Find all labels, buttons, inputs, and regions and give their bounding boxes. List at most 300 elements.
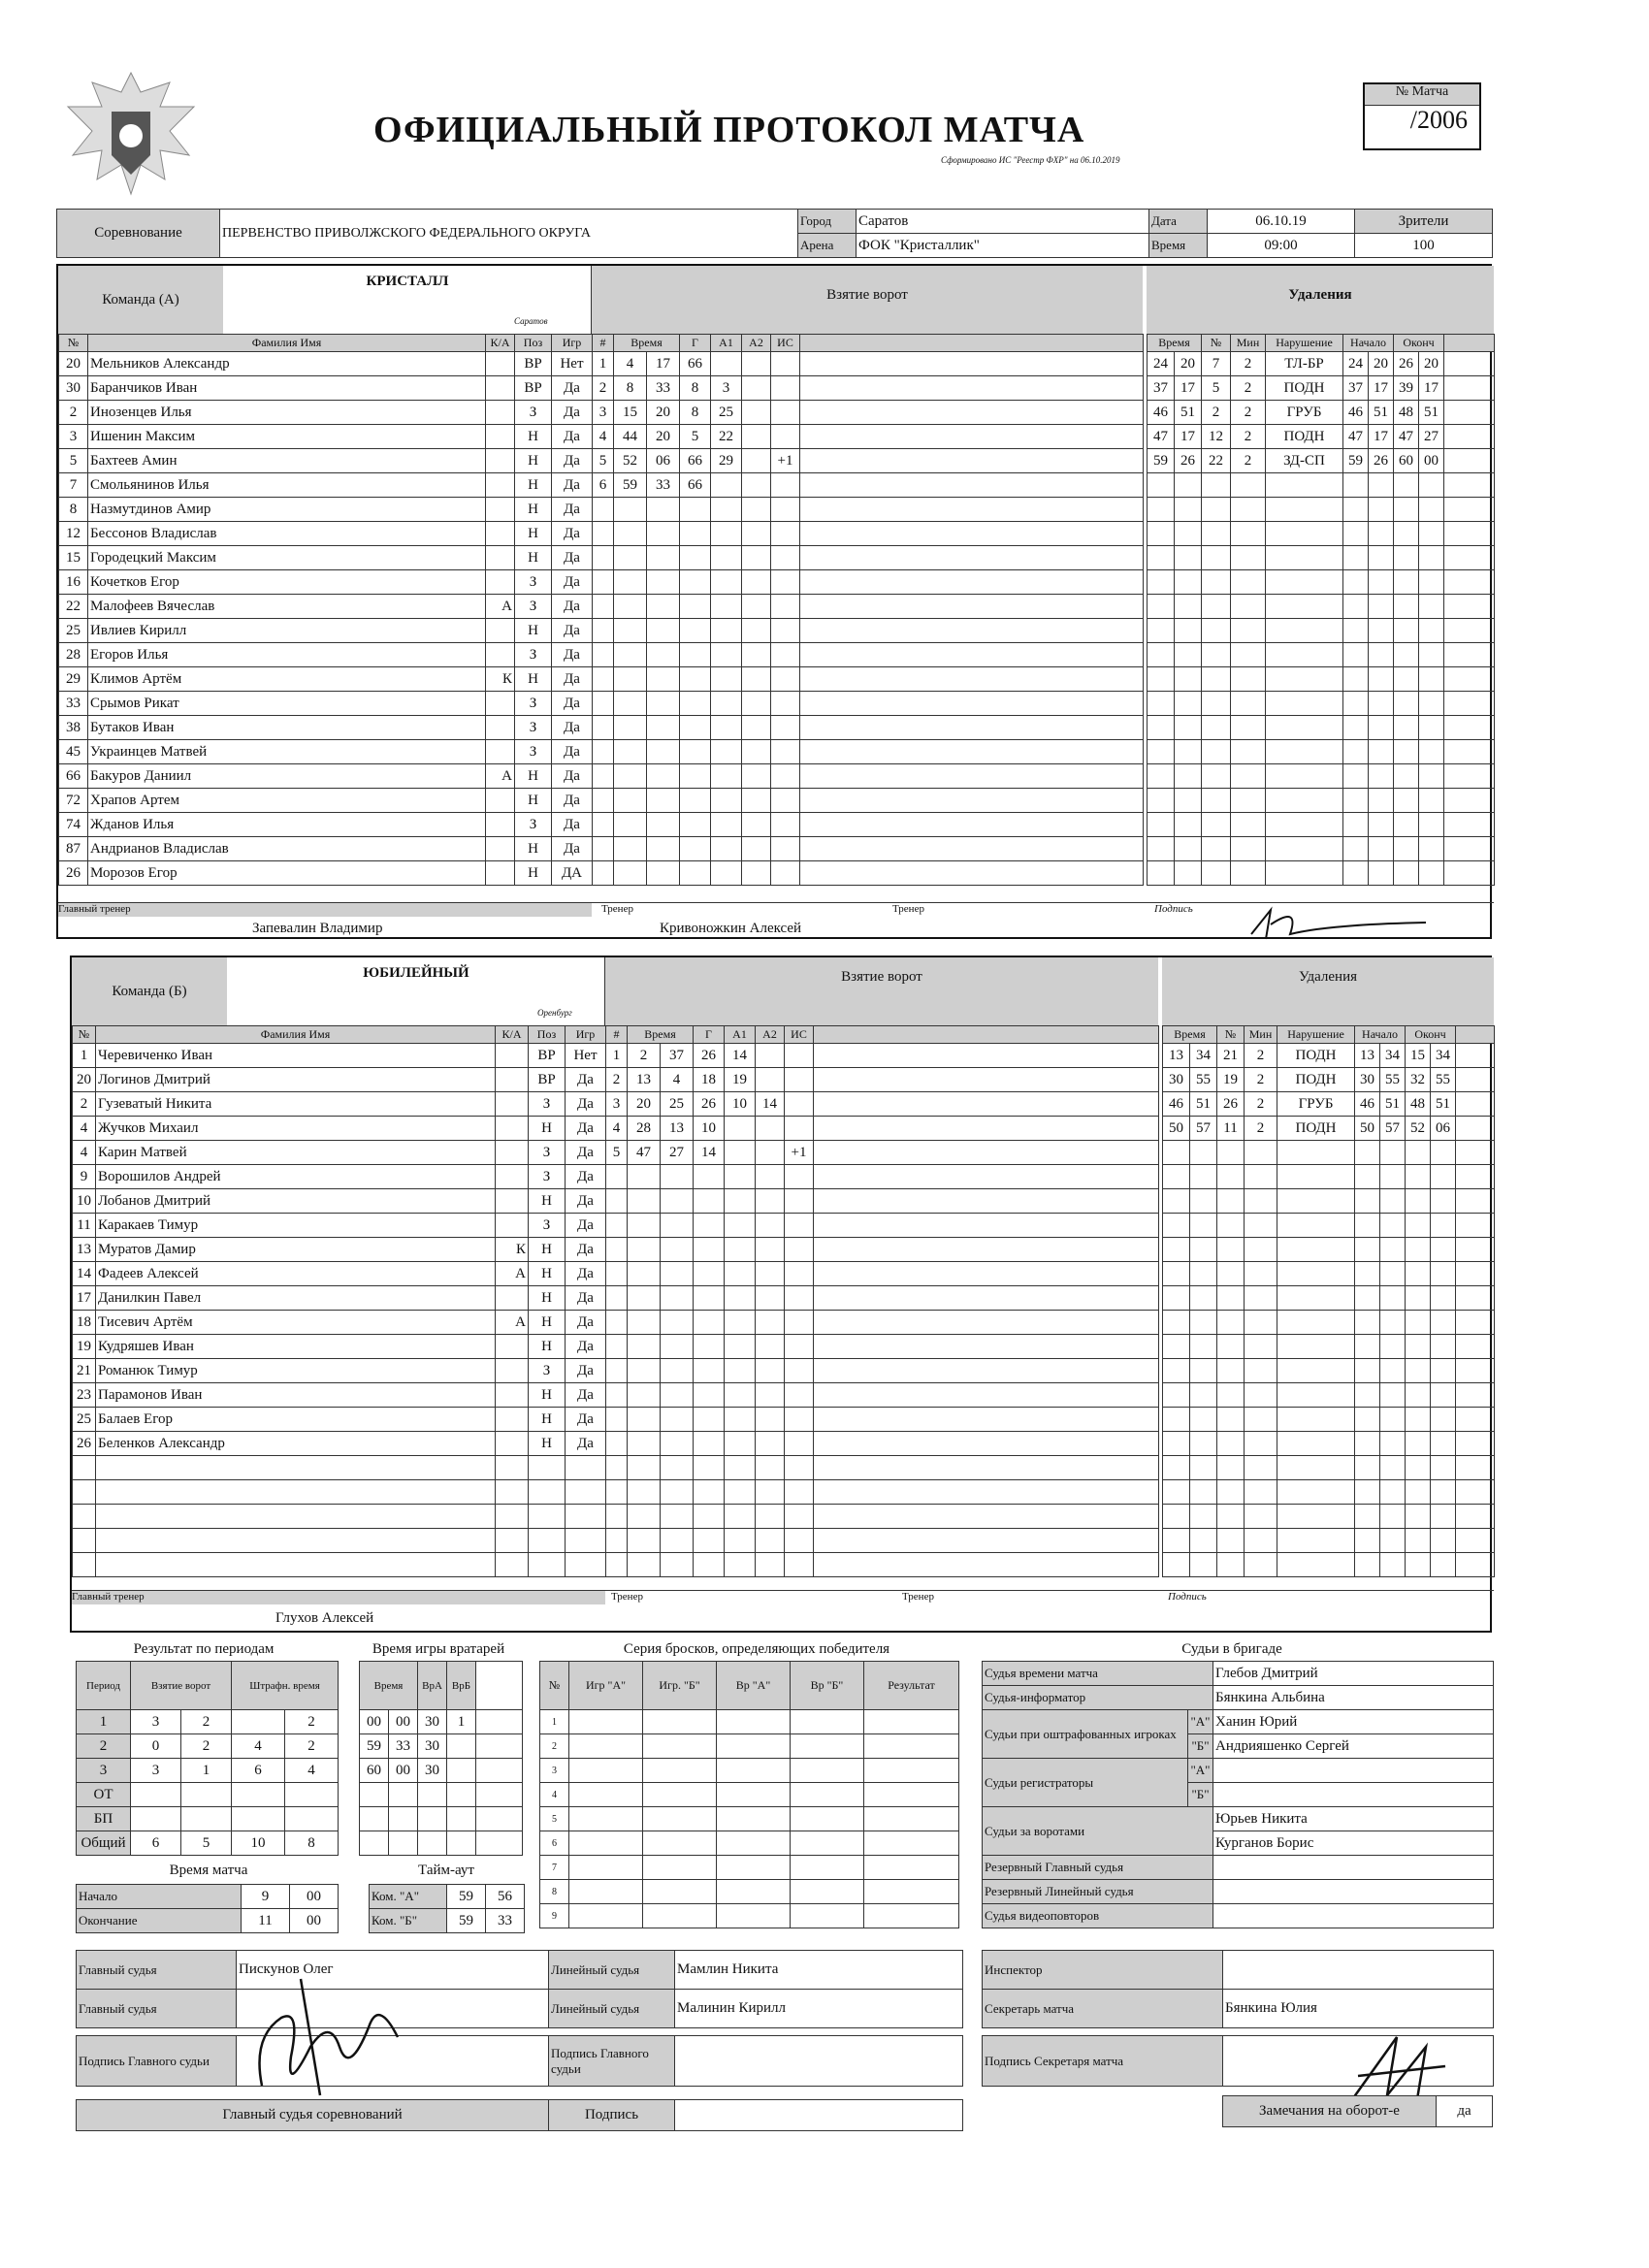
goal-b-cell — [694, 1311, 725, 1335]
pen-b-cell — [1456, 1262, 1495, 1286]
shootout-cell: 5 — [540, 1807, 569, 1831]
roster-a-cell: Н — [515, 789, 552, 813]
table-row — [606, 1141, 1159, 1165]
goal-b-cell: 14 — [694, 1141, 725, 1165]
goal-b-cell — [628, 1480, 661, 1505]
header-cell: А2 — [756, 1026, 785, 1044]
pen-b-cell — [1277, 1214, 1355, 1238]
header-cell: "Б" — [1188, 1734, 1213, 1759]
roster-b-cell — [529, 1553, 566, 1577]
pen-b-cell — [1431, 1189, 1456, 1214]
goal-b-cell — [725, 1214, 756, 1238]
table-row — [606, 1408, 1159, 1432]
pen-a-cell: 7 — [1202, 352, 1231, 376]
roster-b-cell: А — [496, 1311, 529, 1335]
pen-b-cell — [1355, 1408, 1380, 1432]
pen-b-cell — [1406, 1432, 1431, 1456]
shootout-header: Игр. "Б" — [643, 1662, 717, 1710]
pen-b-cell — [1277, 1505, 1355, 1529]
goal-b-cell — [814, 1553, 1159, 1577]
period-cell — [232, 1710, 285, 1734]
table-row — [73, 1214, 606, 1238]
goal-b-cell — [606, 1311, 628, 1335]
pen-b-cell — [1277, 1553, 1355, 1577]
pen-b-cell — [1431, 1286, 1456, 1311]
pen-b-cell — [1190, 1456, 1217, 1480]
pen-a-cell — [1202, 740, 1231, 764]
goal-a-cell — [771, 837, 800, 861]
roster-a-cell: 12 — [59, 522, 88, 546]
roster-a-cell — [486, 498, 515, 522]
gk-cell — [447, 1831, 476, 1856]
goal-a-cell — [593, 764, 614, 789]
pen-a-cell — [1148, 546, 1175, 570]
shootout-cell — [791, 1734, 864, 1759]
pen-a-cell — [1444, 570, 1495, 595]
shootout-cell — [569, 1856, 643, 1880]
table-row — [77, 1807, 339, 1831]
roster-b-cell: Н — [529, 1432, 566, 1456]
shootout-table — [539, 1661, 959, 1928]
pen-a-cell — [1369, 473, 1394, 498]
pen-a-cell — [1369, 522, 1394, 546]
goal-b-cell — [628, 1529, 661, 1553]
goal-b-cell — [661, 1335, 694, 1359]
goal-b-cell — [785, 1311, 814, 1335]
shootout-cell — [717, 1856, 791, 1880]
roster-a-cell: Андрианов Владислав — [88, 837, 486, 861]
pen-a-cell — [1175, 716, 1202, 740]
goal-b-cell — [606, 1553, 628, 1577]
goal-a-cell — [800, 595, 1144, 619]
goal-b-cell — [756, 1068, 785, 1092]
table-row — [606, 1044, 1159, 1068]
roster-a-cell: Н — [515, 837, 552, 861]
pen-b-cell: 21 — [1217, 1044, 1245, 1068]
pen-a-cell: 59 — [1343, 449, 1369, 473]
period-cell: 1 — [77, 1710, 131, 1734]
shootout-cell — [569, 1904, 643, 1928]
pen-b-cell — [1245, 1480, 1277, 1505]
shootout-cell — [643, 1710, 717, 1734]
pen-b-cell — [1380, 1456, 1406, 1480]
goal-b-cell — [661, 1238, 694, 1262]
table-row — [73, 1092, 606, 1117]
table-row — [540, 1831, 959, 1856]
pen-a-cell — [1343, 570, 1369, 595]
goal-a-cell — [711, 813, 742, 837]
pen-a-cell — [1343, 692, 1369, 716]
pen-a-cell — [1419, 595, 1444, 619]
roster-b-cell: Да — [566, 1214, 606, 1238]
header-cell: Главный судья соревнований — [77, 2100, 549, 2131]
roster-a-cell: Морозов Егор — [88, 861, 486, 886]
shootout-cell — [643, 1807, 717, 1831]
pen-a-cell — [1231, 595, 1266, 619]
pen-a-cell — [1343, 861, 1369, 886]
pen-a-cell: 37 — [1148, 376, 1175, 401]
pen-a-cell — [1444, 522, 1495, 546]
roster-b-cell — [496, 1165, 529, 1189]
period-cell — [285, 1783, 339, 1807]
table-row — [593, 692, 1144, 716]
table-row — [59, 643, 593, 667]
roster-a-cell — [486, 692, 515, 716]
shootout-header: Вр "А" — [717, 1662, 791, 1710]
pen-b-cell — [1190, 1529, 1217, 1553]
goal-a-cell — [614, 619, 647, 643]
pen-b-cell — [1380, 1189, 1406, 1214]
pen-b-cell — [1277, 1311, 1355, 1335]
pen-b-cell: 57 — [1190, 1117, 1217, 1141]
gk-cell: 59 — [360, 1734, 389, 1759]
bottom-chief-table — [76, 2099, 963, 2131]
shootout-cell — [864, 1710, 959, 1734]
roster-b-cell — [496, 1117, 529, 1141]
table-row — [540, 1880, 959, 1904]
table-row — [1148, 498, 1495, 522]
goal-b-cell — [628, 1505, 661, 1529]
pen-a-cell — [1394, 595, 1419, 619]
pen-b-cell — [1355, 1359, 1380, 1383]
pen-b-cell: ПОДН — [1277, 1117, 1355, 1141]
goal-b-cell — [606, 1505, 628, 1529]
goal-b-cell — [725, 1311, 756, 1335]
pen-b-cell — [1431, 1214, 1456, 1238]
pen-b-cell: 30 — [1163, 1068, 1190, 1092]
pen-a-cell — [1343, 595, 1369, 619]
table-row — [59, 376, 593, 401]
table-row — [540, 1807, 959, 1831]
goal-a-cell: 8 — [680, 376, 711, 401]
team-a-label: Команда (А) — [58, 266, 223, 334]
roster-b-cell: Да — [566, 1335, 606, 1359]
shootout-cell — [791, 1856, 864, 1880]
pen-a-cell — [1231, 789, 1266, 813]
roster-a-cell — [486, 570, 515, 595]
goal-b-cell — [785, 1214, 814, 1238]
table-row — [1163, 1553, 1495, 1577]
goal-a-cell: 33 — [647, 473, 680, 498]
goal-a-cell — [800, 498, 1144, 522]
period-cell: Общий — [77, 1831, 131, 1856]
header-cell: "Б" — [1188, 1783, 1213, 1807]
pen-b-cell — [1245, 1383, 1277, 1408]
pen-b-cell — [1163, 1383, 1190, 1408]
goal-b-cell — [785, 1117, 814, 1141]
goal-b-cell — [785, 1068, 814, 1092]
pen-a-cell — [1444, 837, 1495, 861]
table-row — [1148, 619, 1495, 643]
roster-a-cell: Жданов Илья — [88, 813, 486, 837]
pen-a-cell: 51 — [1175, 401, 1202, 425]
table-row — [360, 1710, 523, 1734]
roster-b-cell: 19 — [73, 1335, 96, 1359]
pen-b-cell: 34 — [1431, 1044, 1456, 1068]
pen-b-cell: ПОДН — [1277, 1044, 1355, 1068]
table-row — [73, 1117, 606, 1141]
pen-b-cell — [1163, 1141, 1190, 1165]
pen-a-cell — [1175, 595, 1202, 619]
pen-b-cell — [1245, 1505, 1277, 1529]
roster-a-cell: 26 — [59, 861, 88, 886]
pen-a-cell — [1444, 425, 1495, 449]
header-cell: 59 — [447, 1885, 486, 1909]
header-cell: Линейный судья — [549, 1990, 675, 2028]
team-a-signature-icon — [1242, 905, 1436, 942]
goal-b-cell — [725, 1383, 756, 1408]
header-cell: Судьи при оштрафованных игроках — [983, 1710, 1188, 1759]
pen-a-cell — [1202, 813, 1231, 837]
gk-cell — [447, 1807, 476, 1831]
pen-a-cell — [1419, 522, 1444, 546]
pen-b-cell — [1190, 1335, 1217, 1359]
goal-b-cell — [628, 1553, 661, 1577]
goal-b-cell — [725, 1286, 756, 1311]
table-row — [1148, 449, 1495, 473]
pen-b-cell — [1245, 1238, 1277, 1262]
roster-b-cell: 23 — [73, 1383, 96, 1408]
goal-a-cell: 29 — [711, 449, 742, 473]
pen-a-cell — [1266, 764, 1343, 789]
emblem-icon — [53, 63, 209, 209]
goal-b-cell — [756, 1165, 785, 1189]
pen-b-cell — [1456, 1505, 1495, 1529]
gk-cell — [389, 1807, 418, 1831]
pen-b-cell: 51 — [1431, 1092, 1456, 1117]
pen-a-cell: 27 — [1419, 425, 1444, 449]
goal-b-cell — [814, 1238, 1159, 1262]
table-row — [593, 619, 1144, 643]
header-cell: Малинин Кирилл — [675, 1990, 963, 2028]
pen-a-cell: 22 — [1202, 449, 1231, 473]
goal-a-cell — [771, 498, 800, 522]
pen-a-cell — [1175, 619, 1202, 643]
goal-b-cell — [606, 1432, 628, 1456]
header-cell: # — [593, 335, 614, 352]
goal-a-cell — [800, 376, 1144, 401]
goal-a-cell — [680, 813, 711, 837]
gk-cell: 33 — [389, 1734, 418, 1759]
pen-b-cell — [1217, 1480, 1245, 1505]
goal-a-cell: 33 — [647, 376, 680, 401]
table-row — [1148, 667, 1495, 692]
gk-cell — [360, 1831, 389, 1856]
table-row — [1163, 1068, 1495, 1092]
pen-b-cell: ПОДН — [1277, 1068, 1355, 1092]
pen-b-cell — [1217, 1432, 1245, 1456]
goal-b-cell — [628, 1189, 661, 1214]
team-a-name: КРИСТАЛЛ — [366, 274, 449, 289]
pen-a-cell — [1343, 498, 1369, 522]
pen-b-cell — [1406, 1335, 1431, 1359]
roster-b-cell: 25 — [73, 1408, 96, 1432]
pen-a-cell — [1266, 740, 1343, 764]
goal-a-cell — [647, 595, 680, 619]
pen-a-cell — [1266, 667, 1343, 692]
pen-b-cell — [1245, 1189, 1277, 1214]
goal-b-cell — [606, 1286, 628, 1311]
goal-a-cell — [800, 692, 1144, 716]
pen-a-cell — [1175, 473, 1202, 498]
shootout-header: Результат — [864, 1662, 959, 1710]
table-row — [1148, 401, 1495, 425]
table-row — [73, 1359, 606, 1383]
goal-b-cell — [756, 1335, 785, 1359]
team-a-coach-label: Главный тренер — [58, 903, 592, 917]
pen-a-cell — [1369, 643, 1394, 667]
goal-a-cell — [771, 425, 800, 449]
pen-a-cell — [1444, 473, 1495, 498]
goal-a-cell — [771, 352, 800, 376]
roster-a-cell: Ивлиев Кирилл — [88, 619, 486, 643]
pen-a-cell — [1369, 595, 1394, 619]
pen-a-cell: 59 — [1148, 449, 1175, 473]
header-cell: Период — [77, 1662, 131, 1710]
period-cell: 0 — [131, 1734, 181, 1759]
table-row — [1148, 861, 1495, 886]
pen-b-cell — [1456, 1044, 1495, 1068]
pen-b-cell — [1277, 1359, 1355, 1383]
roster-b-cell: 14 — [73, 1262, 96, 1286]
goal-b-cell — [628, 1359, 661, 1383]
team-a-section — [56, 264, 1492, 939]
roster-b-cell: Да — [566, 1408, 606, 1432]
goal-a-cell — [680, 570, 711, 595]
goal-a-cell — [647, 813, 680, 837]
pen-a-cell: 20 — [1175, 352, 1202, 376]
goal-a-cell — [614, 498, 647, 522]
roster-b-cell: З — [529, 1214, 566, 1238]
goal-b-cell — [785, 1505, 814, 1529]
goal-b-cell — [694, 1214, 725, 1238]
pen-a-cell — [1266, 813, 1343, 837]
goal-b-cell: 18 — [694, 1068, 725, 1092]
roster-b-cell: Да — [566, 1189, 606, 1214]
table-row — [606, 1456, 1159, 1480]
goal-a-cell — [593, 692, 614, 716]
header-cell: Нарушение — [1266, 335, 1343, 352]
pen-a-cell: 2 — [1231, 376, 1266, 401]
period-cell — [232, 1807, 285, 1831]
header-cell: # — [606, 1026, 628, 1044]
goal-a-cell — [593, 643, 614, 667]
header-cell: Курганов Борис — [1213, 1831, 1494, 1856]
roster-a-cell: 45 — [59, 740, 88, 764]
pen-b-cell — [1163, 1432, 1190, 1456]
goal-b-cell — [756, 1408, 785, 1432]
pen-a-cell — [1266, 522, 1343, 546]
goal-a-cell: 66 — [680, 449, 711, 473]
roster-a-cell: Кочетков Егор — [88, 570, 486, 595]
pen-b-cell — [1163, 1529, 1190, 1553]
roster-a-cell: Да — [552, 619, 593, 643]
goal-a-cell — [711, 473, 742, 498]
roster-a-cell — [486, 401, 515, 425]
pen-b-cell: 19 — [1217, 1068, 1245, 1092]
goal-a-cell — [647, 716, 680, 740]
goal-a-cell — [742, 546, 771, 570]
pen-a-cell — [1202, 595, 1231, 619]
gk-cell — [476, 1710, 523, 1734]
gk-cell: 30 — [418, 1759, 447, 1783]
goal-b-cell — [606, 1189, 628, 1214]
shootout-cell — [791, 1831, 864, 1856]
pen-b-cell — [1245, 1408, 1277, 1432]
goal-a-cell — [593, 595, 614, 619]
goal-a-cell — [614, 595, 647, 619]
pen-a-cell — [1266, 716, 1343, 740]
table-row — [1163, 1408, 1495, 1432]
pen-a-cell — [1343, 522, 1369, 546]
roster-b-cell — [496, 1141, 529, 1165]
header-cell: № — [1217, 1026, 1245, 1044]
roster-a-cell: 38 — [59, 716, 88, 740]
gk-cell — [389, 1831, 418, 1856]
goal-a-cell — [614, 813, 647, 837]
roster-b-cell: 26 — [73, 1432, 96, 1456]
header-cell: Судья видеоповторов — [983, 1904, 1213, 1928]
pen-a-cell — [1231, 764, 1266, 789]
gk-cell — [389, 1783, 418, 1807]
goal-a-cell — [711, 619, 742, 643]
roster-b-cell: Н — [529, 1335, 566, 1359]
roster-a-cell: Н — [515, 861, 552, 886]
pen-b-cell — [1217, 1335, 1245, 1359]
pen-b-cell — [1277, 1408, 1355, 1432]
roster-a-cell: Да — [552, 570, 593, 595]
pen-b-cell — [1406, 1141, 1431, 1165]
goal-b-cell — [628, 1238, 661, 1262]
gk-cell — [476, 1783, 523, 1807]
goal-a-cell — [614, 546, 647, 570]
table-row — [360, 1783, 523, 1807]
goal-b-cell — [661, 1432, 694, 1456]
pen-b-cell — [1431, 1456, 1456, 1480]
goal-b-cell — [756, 1383, 785, 1408]
pen-b-cell — [1277, 1262, 1355, 1286]
gk-cell: 1 — [447, 1710, 476, 1734]
goal-b-cell: 26 — [694, 1092, 725, 1117]
goal-a-cell — [680, 667, 711, 692]
periods-table — [76, 1661, 339, 1856]
goal-b-cell — [785, 1432, 814, 1456]
roster-a-cell: З — [515, 716, 552, 740]
goal-a-cell: 20 — [647, 425, 680, 449]
shootout-cell — [643, 1904, 717, 1928]
goal-a-cell — [742, 692, 771, 716]
shootout-cell: 6 — [540, 1831, 569, 1856]
goal-b-cell — [694, 1262, 725, 1286]
roster-a-cell: 16 — [59, 570, 88, 595]
pen-b-cell — [1380, 1238, 1406, 1262]
pen-b-cell — [1163, 1553, 1190, 1577]
team-b-city: Оренбург — [537, 1008, 572, 1018]
pen-b-cell — [1456, 1432, 1495, 1456]
pen-b-cell — [1456, 1238, 1495, 1262]
pen-b-cell: 13 — [1163, 1044, 1190, 1068]
roster-a-cell: 15 — [59, 546, 88, 570]
header-cell: № — [73, 1026, 96, 1044]
inspector-table — [982, 1950, 1494, 2028]
roster-b-cell: Да — [566, 1068, 606, 1092]
pen-a-cell — [1369, 716, 1394, 740]
header-cell: Начало — [1355, 1026, 1406, 1044]
header-cell: Судьи за воротами — [983, 1807, 1213, 1856]
roster-b-cell: Парамонов Иван — [96, 1383, 496, 1408]
goal-b-cell: 3 — [606, 1092, 628, 1117]
table-row — [606, 1286, 1159, 1311]
